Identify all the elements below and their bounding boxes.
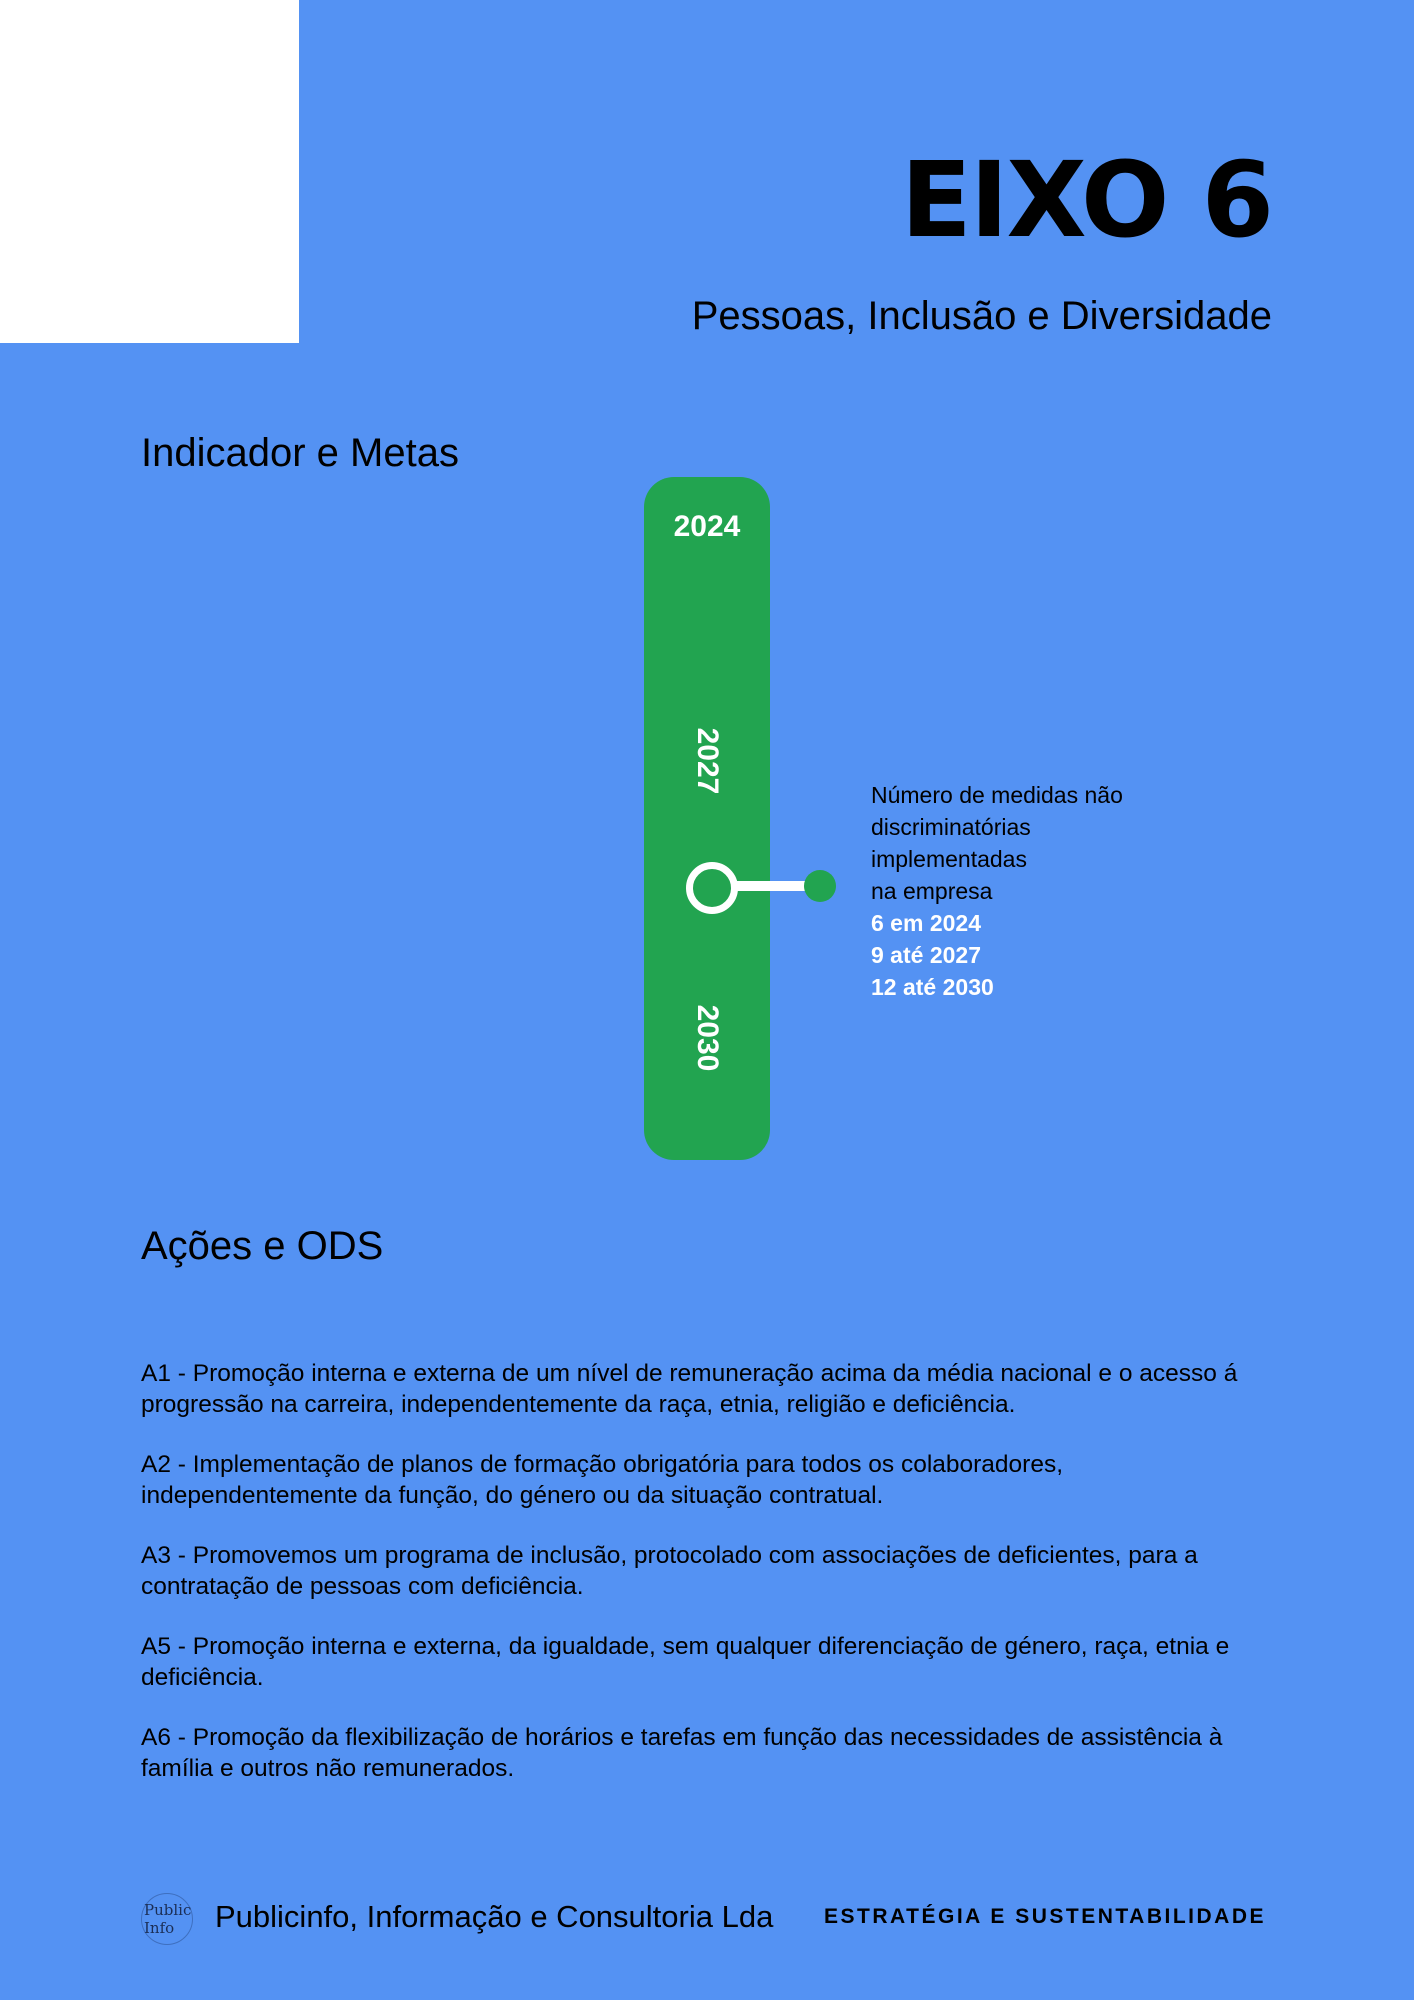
indicators-heading: Indicador e Metas <box>141 431 459 475</box>
indicator-line: Número de medidas não <box>871 782 1123 808</box>
action-item: A5 - Promoção interna e externa, da igualdade, sem qualquer diferenciação de género, raça, etnia e deficiência. <box>141 1633 1230 1691</box>
action-item: A6 - Promoção da flexibilização de horários e tarefas em função das necessidades de assistência à família e outros não remunerados. <box>141 1724 1223 1782</box>
footer-tagline: ESTRATÉGIA E SUSTENTABILIDADE <box>824 1905 1266 1928</box>
corner-white-block <box>0 0 299 343</box>
company-logo <box>141 1893 193 1945</box>
timeline-end-dot <box>804 870 836 902</box>
timeline-year-2024: 2024 <box>673 510 741 543</box>
actions-list <box>141 1358 1281 1813</box>
timeline-marker-ring <box>686 862 738 914</box>
timeline-year-2027: 2027 <box>691 727 724 795</box>
page-title: EIXO 6 <box>900 139 1272 261</box>
indicator-description <box>871 779 1123 1003</box>
logo-text-line: Info <box>144 1919 175 1937</box>
timeline-year-2030: 2030 <box>691 1004 724 1072</box>
footer-company-name: Publicinfo, Informação e Consultoria Lda <box>215 1899 774 1934</box>
indicator-line: discriminatórias <box>871 814 1031 840</box>
indicator-line: na empresa <box>871 878 993 904</box>
actions-heading: Ações e ODS <box>141 1224 384 1268</box>
logo-text-line: Public <box>144 1901 192 1919</box>
action-item: A1 - Promoção interna e externa de um nível de remuneração acima da média nacional e o acesso á progressão na carreira, independentemente da raça, etnia, religião e deficiência. <box>141 1360 1238 1418</box>
action-item: A2 - Implementação de planos de formação obrigatória para todos os colaboradores, independentemente da função, do género ou da situação contratual. <box>141 1451 1064 1509</box>
indicator-line: implementadas <box>871 846 1027 872</box>
goal-2027: 9 até 2027 <box>871 942 981 968</box>
goal-2024: 6 em 2024 <box>871 910 981 936</box>
goal-2030: 12 até 2030 <box>871 974 994 1000</box>
timeline-bar <box>644 477 770 1160</box>
timeline-connector <box>734 881 808 891</box>
action-item: A3 - Promovemos um programa de inclusão, protocolado com associações de deficientes, para a contratação de pessoas com deficiência. <box>141 1542 1198 1600</box>
page-subtitle: Pessoas, Inclusão e Diversidade <box>691 294 1272 338</box>
